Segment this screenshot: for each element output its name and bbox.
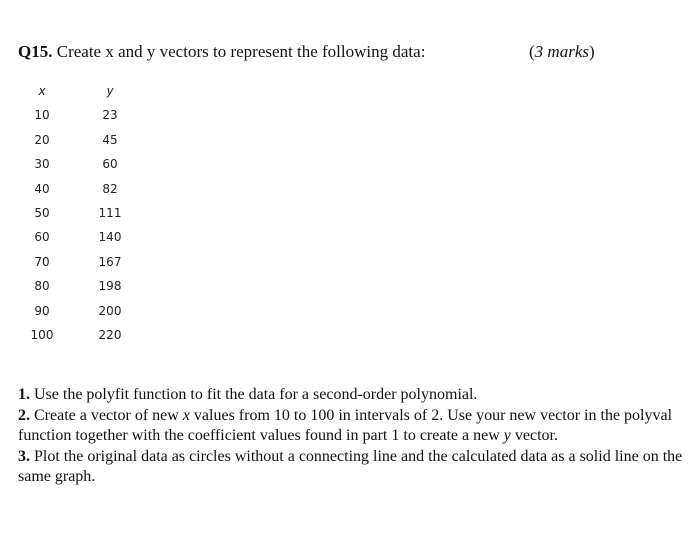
x-cell: 60: [34, 230, 50, 245]
table-row: [22, 328, 142, 352]
table-row: [22, 108, 142, 132]
table-row: [22, 206, 142, 230]
table-row: [22, 230, 142, 254]
instructions: [18, 385, 694, 488]
y-cell: 23: [102, 108, 118, 123]
y-cell: 60: [102, 157, 118, 172]
y-cell: 200: [98, 303, 122, 318]
table-row: [22, 182, 142, 206]
y-cell: 140: [98, 230, 122, 245]
y-column-header: y: [106, 84, 114, 98]
question-number: Q15.: [18, 42, 53, 61]
y-cell: 198: [98, 279, 122, 294]
y-cell: 167: [98, 254, 122, 269]
table-row: [22, 304, 142, 328]
question-marks: (3 marks): [529, 42, 595, 61]
y-cell: 111: [98, 205, 122, 220]
x-cell: 80: [34, 279, 50, 294]
table-row: [22, 279, 142, 303]
table-header-row: [22, 84, 142, 108]
y-cell: 45: [102, 132, 118, 147]
x-column-header: x: [38, 84, 46, 98]
question-text: Create x and y vectors to represent the following data:: [56, 42, 426, 61]
x-cell: 50: [34, 205, 50, 220]
instruction-3: 3. Plot the original data as circles without a connecting line and the calculated data as a solid line on the same graph.: [18, 447, 683, 485]
y-cell: 220: [98, 327, 122, 342]
x-cell: 30: [34, 157, 50, 172]
table-row: [22, 255, 142, 279]
data-table: [22, 84, 142, 352]
x-cell: 10: [34, 108, 50, 123]
x-cell: 20: [34, 132, 50, 147]
instruction-1: 1. Use the polyfit function to fit the data for a second-order polynomial.: [18, 386, 478, 403]
table-row: [22, 157, 142, 181]
table-row: [22, 133, 142, 157]
instruction-2: 2. Create a vector of new x values from 10 to 100 in intervals of 2. Use your new vector in the polyval function together with the coefficient values found in part 1 to create a new y vector.: [18, 406, 673, 444]
x-cell: 90: [34, 303, 50, 318]
x-cell: 40: [34, 181, 50, 196]
x-cell: 100: [30, 327, 54, 342]
x-cell: 70: [34, 254, 50, 269]
y-cell: 82: [102, 181, 118, 196]
